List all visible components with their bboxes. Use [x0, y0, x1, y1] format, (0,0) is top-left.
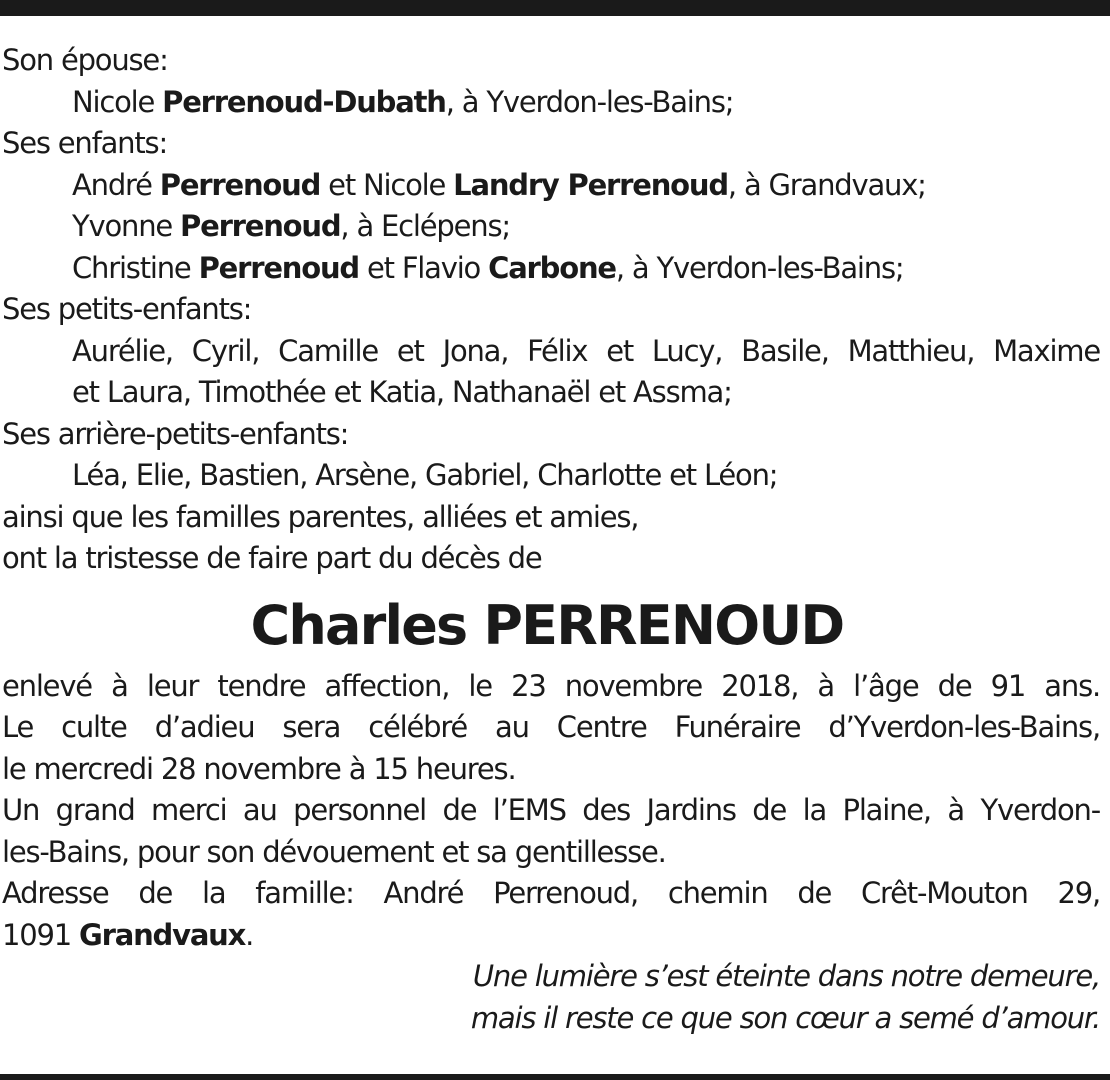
quote-line: Une lumière s’est éteinte dans notre demeure,: [472, 959, 1100, 993]
relation-heading: ainsi que les familles parentes, alliées et amies,: [2, 499, 639, 534]
text-run: Léa, Elie, Bastien, Arsène, Gabriel, Charlotte et Léon;: [72, 458, 778, 492]
relation-heading: Ses arrière-petits-enfants:: [2, 416, 349, 451]
surname: Perrenoud: [198, 250, 359, 285]
text-run: et Nicole: [320, 167, 454, 202]
family-entry: [2, 455, 1100, 497]
surname: Perrenoud: [159, 167, 321, 202]
relation-heading: Ses enfants:: [2, 126, 168, 160]
deceased-name: Charles PERRENOUD: [250, 593, 844, 657]
body-line: [2, 832, 1100, 874]
body-line: [2, 666, 1100, 708]
text-run: .: [245, 917, 254, 952]
obituary-notice: [2, 40, 1100, 1039]
text-run: , à Grandvaux;: [727, 167, 926, 202]
family-entry: [2, 372, 1100, 414]
surname: Carbone: [488, 250, 616, 285]
text-run: les-Bains, pour son dévouement et sa gentillesse.: [2, 834, 666, 869]
text-run: , à Yverdon-les-Bains;: [615, 250, 904, 285]
family-entry: [2, 331, 1100, 373]
text-run: André: [72, 167, 160, 202]
family-entry: [2, 206, 1100, 248]
relation-heading: Ses petits-enfants:: [2, 292, 252, 326]
quote-line: mais il reste ce que son cœur a semé d’amour.: [470, 1000, 1100, 1035]
family-entry: [2, 82, 1100, 124]
surname: Perrenoud: [180, 209, 341, 243]
text-run: Nicole: [72, 84, 163, 119]
family-entry: [2, 248, 1100, 290]
relation-heading: Son épouse:: [2, 43, 168, 77]
text-run: 1091: [2, 917, 80, 952]
top-rule: [0, 0, 1110, 16]
text-run: , à Yverdon-les-Bains;: [445, 84, 734, 119]
body-line: [2, 749, 1100, 791]
text-run: Christine: [72, 250, 199, 285]
text-run: Aurélie, Cyril, Camille et Jona, Félix et Lucy, Basile, Matthieu, Maxime: [72, 333, 1100, 368]
surname: Landry Perrenoud: [453, 167, 728, 202]
text-run: et Laura, Timothée et Katia, Nathanaël et Assma;: [72, 375, 732, 409]
bottom-rule: [0, 1074, 1110, 1080]
body-line: [2, 873, 1100, 915]
text-run: Adresse de la famille: André Perrenoud, chemin de Crêt-Mouton 29,: [2, 876, 1100, 910]
notice-body: [2, 666, 1100, 957]
text-run: Le culte d’adieu sera célébré au Centre Funéraire d’Yverdon-les-Bains,: [2, 710, 1100, 744]
relation-heading: ont la tristesse de faire part du décès de: [2, 541, 542, 575]
text-run: Yvonne: [72, 209, 181, 243]
body-line: [2, 915, 1100, 957]
text-run: et Flavio: [358, 250, 489, 285]
family-list: [2, 40, 1100, 580]
text-run: Un grand merci au personnel de l’EMS des Jardins de la Plaine, à Yverdon-: [2, 793, 1100, 827]
surname: Grandvaux: [79, 917, 246, 952]
text-run: , à Eclépens;: [340, 209, 510, 243]
text-run: enlevé à leur tendre affection, le 23 novembre 2018, à l’âge de 91 ans.: [2, 668, 1100, 703]
body-line: [2, 707, 1100, 749]
family-entry: [2, 165, 1100, 207]
text-run: le mercredi 28 novembre à 15 heures.: [2, 751, 516, 786]
closing-quote: [2, 956, 1100, 1039]
surname: Perrenoud-Dubath: [162, 84, 446, 119]
body-line: [2, 790, 1100, 832]
